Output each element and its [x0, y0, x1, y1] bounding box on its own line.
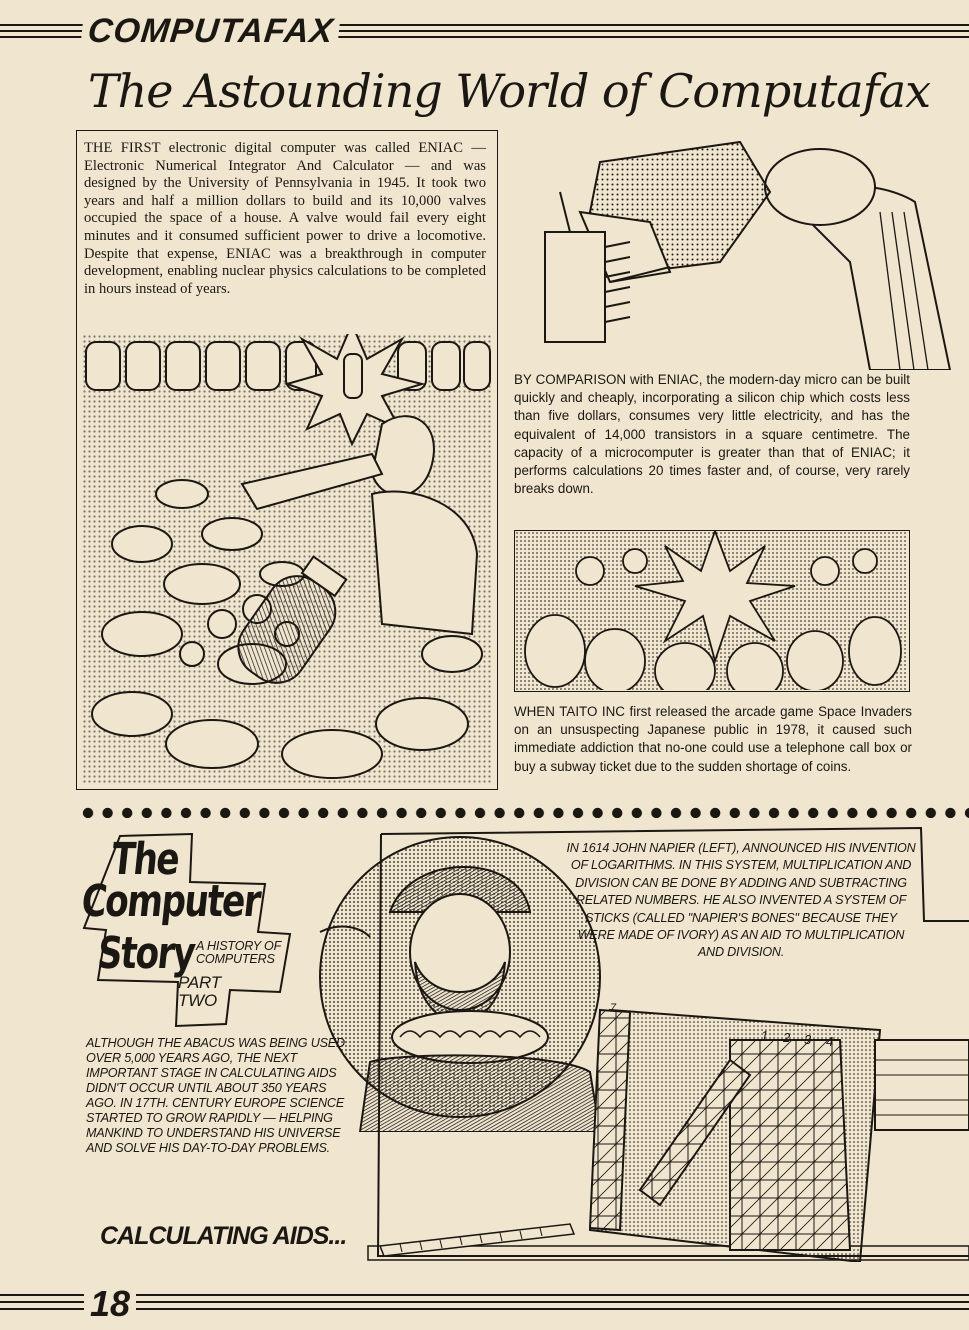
story-title-line3: Story: [95, 928, 197, 979]
arcade-crowd-illustration: [514, 530, 910, 692]
footer-rule: [0, 1308, 969, 1310]
bones-number: 1: [761, 1028, 769, 1043]
story-intro-text: ALTHOUGH THE ABACUS WAS BEING USED OVER 5,000 YEARS AGO, THE NEXT IMPORTANT STAGE IN CALCULATING AIDS DIDN'T OCCUR UNTIL ABOUT 350 YEARS AGO. IN 17TH. CENTURY EUROPE SCIENCE STARTED TO GROW RAPIDLY — HELPING MANKIND TO UNDERSTAND HIS UNIVERSE AND SOLVE HIS DAY-TO-DAY PROBLEMS.: [86, 1036, 345, 1155]
page-title: The Astounding World of Computafax: [88, 64, 931, 118]
bones-number: 2: [783, 1030, 791, 1045]
ruler-illustration: [380, 1216, 580, 1256]
dot-divider: [82, 806, 969, 818]
eniac-article-text: THE FIRST electronic digital computer was called ENIAC — Electronic Numerical Integrator And Calculator — and was designed by the University of Pennsylvania in 1945. It took two years and half a million dollars to build and its 10,000 valves occupied the space of a house. A valve would fail every eight minutes and it consumed sufficient power to drive a locomotive. Despite that expense, ENIAC was a breakthrough in computer development, enabling nuclear physics calculations to be completed in hours instead of years.: [84, 140, 486, 297]
micro-article-text: BY COMPARISON with ENIAC, the modern-day micro can be built quickly and cheaply, incorporating a silicon chip which costs less than five dollars, consumes very little electricity, and has the equivalent of 14,000 transistors in a square centimetre. The capacity of a microcomputer is greater than that of ENIAC; it performs calculations 20 times faster and, of course, very rarely breaks down.: [514, 372, 910, 497]
story-part: PART TWO: [178, 973, 221, 1010]
footer-rule: [0, 1294, 969, 1296]
bones-number: 3: [804, 1032, 812, 1047]
napier-text: IN 1614 JOHN NAPIER (LEFT), ANNOUNCED HIS INVENTION OF LOGARITHMS. IN THIS SYSTEM, MULTIPLICATION AND DIVISION CAN BE DONE BY ADDING AND SUBTRACTING RELATED NUMBERS. HE ALSO INVENTED A SYSTEM OF STICKS (CALLED "NAPIER'S BONES" BECAUSE THEY WERE MADE OF IVORY) AS AN AID TO MULTIPLICATION AND DIVISION.: [566, 841, 916, 960]
eniac-valves-illustration: [82, 334, 492, 784]
bones-number: 4: [826, 1034, 834, 1049]
napiers-bones-illustration: [580, 1000, 969, 1262]
page-number: 18: [84, 1282, 136, 1326]
story-subtitle: A HISTORY OF COMPUTERS: [196, 939, 281, 966]
robot-arm-chip-illustration: [520, 132, 960, 370]
section-tag: COMPUTAFAX: [79, 6, 342, 56]
taito-article-text: WHEN TAITO INC first released the arcade game Space Invaders on an unsuspecting Japanese public in 1978, it caused such immediate addiction that no-one could use a telephone call box or buy a subway ticket due to the sudden shortage of coins.: [514, 704, 912, 774]
calculating-aids-heading: CALCULATING AIDS...: [100, 1222, 347, 1250]
footer-rule: [0, 1301, 969, 1303]
story-title-line2: Computer: [79, 876, 263, 927]
bones-side-number: 7: [610, 1002, 617, 1014]
story-title-line1: The: [109, 834, 181, 885]
